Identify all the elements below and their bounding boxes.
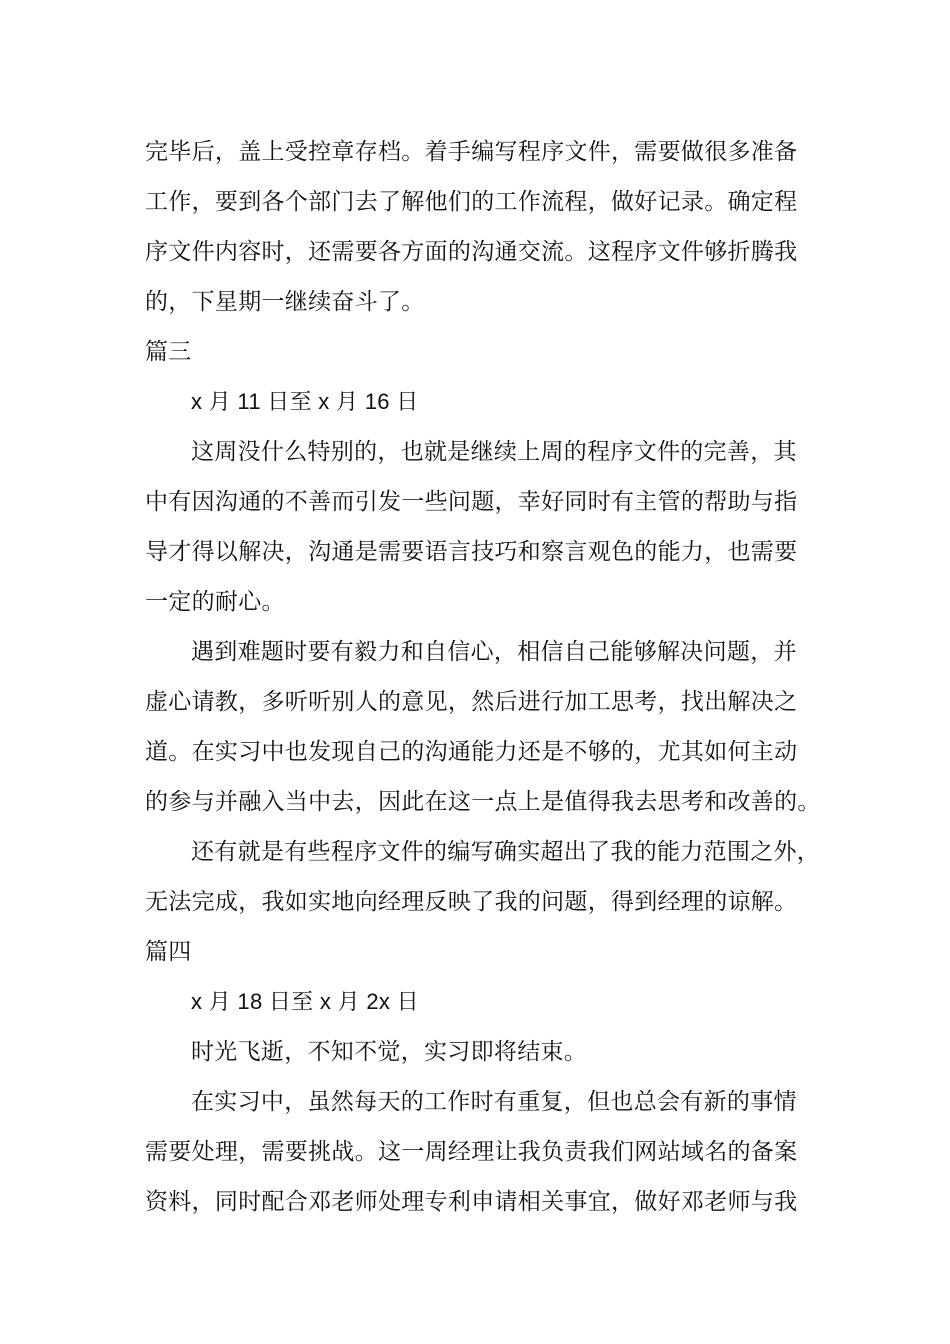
text-line: 时光飞逝，不知不觉，实习即将结束。 bbox=[191, 1039, 588, 1065]
text-line: 一定的耐心。 bbox=[145, 589, 285, 615]
text-line: 需要处理，需要挑战。这一周经理让我负责我们网站域名的备案 bbox=[145, 1139, 798, 1165]
text-line: 虚心请教，多听听别人的意见，然后进行加工思考，找出解决之 bbox=[145, 689, 798, 715]
text-line: 序文件内容时，还需要各方面的沟通交流。这程序文件够折腾我 bbox=[145, 239, 798, 265]
text-line: 中有因沟通的不善而引发一些问题，幸好同时有主管的帮助与指 bbox=[145, 489, 798, 515]
section-heading: 篇三 bbox=[145, 339, 192, 365]
text-line: 导才得以解决，沟通是需要语言技巧和察言观色的能力，也需要 bbox=[145, 539, 798, 565]
text-line: 工作，要到各个部门去了解他们的工作流程，做好记录。确定程 bbox=[145, 189, 798, 215]
text-line: 还有就是有些程序文件的编写确实超出了我的能力范围之外， bbox=[191, 839, 821, 865]
text-line: 完毕后，盖上受控章存档。着手编写程序文件，需要做很多准备 bbox=[145, 139, 798, 165]
text-line: 这周没什么特别的，也就是继续上周的程序文件的完善，其 bbox=[191, 439, 797, 465]
section-date: x 月 18 日至 x 月 2x 日 bbox=[191, 989, 419, 1014]
text-line: 道。在实习中也发现自己的沟通能力还是不够的，尤其如何主动 bbox=[145, 739, 798, 765]
text-line: 资料，同时配合邓老师处理专利申请相关事宜，做好邓老师与我 bbox=[145, 1189, 798, 1215]
text-line: 的，下星期一继续奋斗了。 bbox=[145, 289, 425, 315]
section-heading: 篇四 bbox=[145, 939, 192, 965]
text-line: 无法完成，我如实地向经理反映了我的问题，得到经理的谅解。 bbox=[145, 889, 798, 915]
section-date: x 月 11 日至 x 月 16 日 bbox=[191, 389, 419, 414]
text-line: 遇到难题时要有毅力和自信心，相信自己能够解决问题，并 bbox=[191, 639, 797, 665]
text-line: 的参与并融入当中去，因此在这一点上是值得我去思考和改善的。 bbox=[145, 789, 821, 815]
text-line: 在实习中，虽然每天的工作时有重复，但也总会有新的事情 bbox=[191, 1089, 797, 1115]
